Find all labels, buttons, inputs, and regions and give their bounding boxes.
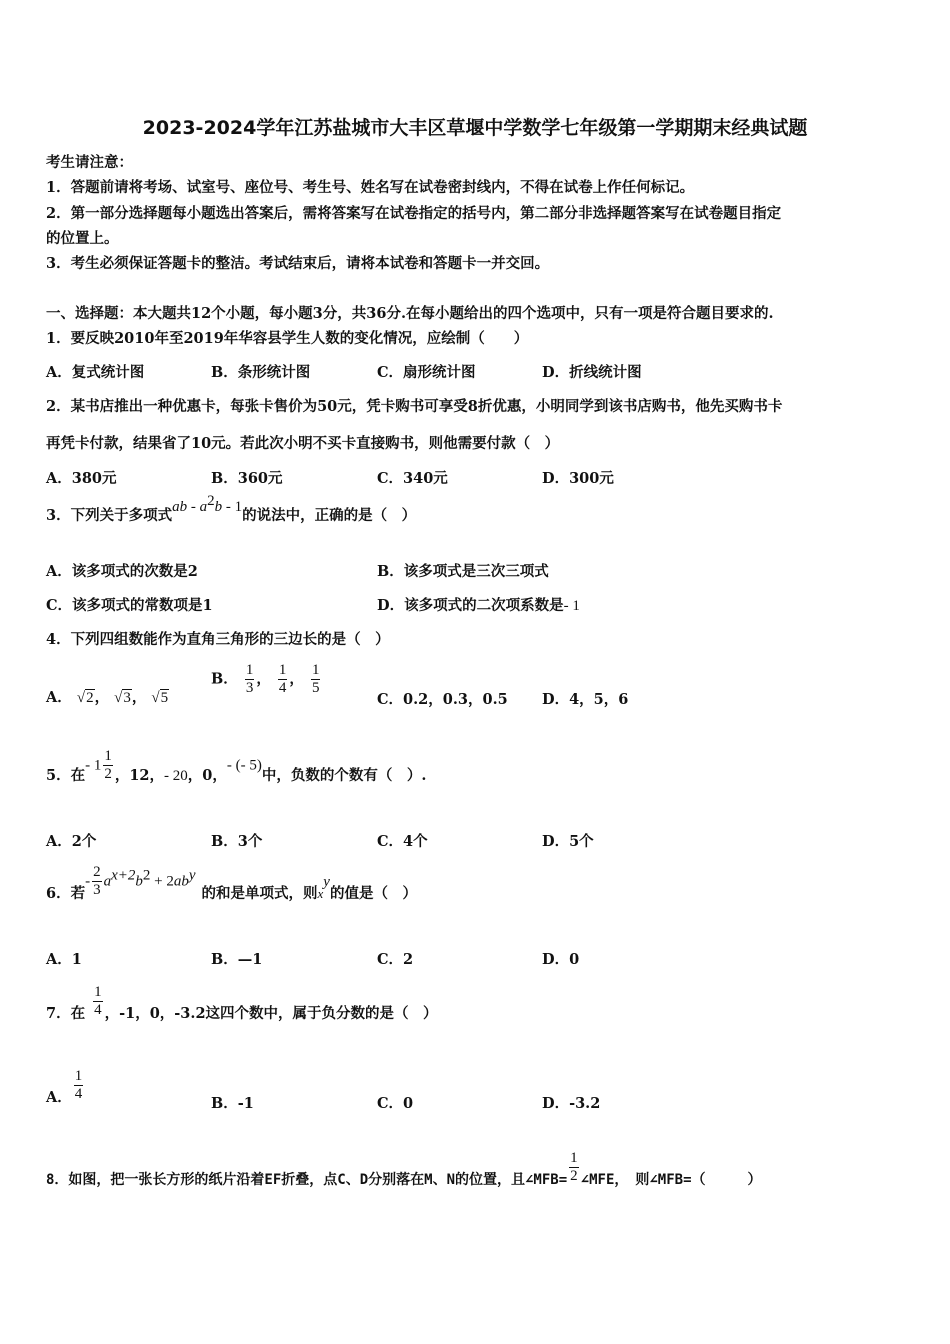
q7-option-a	[46, 1068, 85, 1106]
q5-stem-pre: 5．在	[46, 766, 86, 784]
notice-item-1: 1．答题前请将考场、试室号、座位号、考生号、姓名写在试卷密封线内，不得在试卷上作任何标记。	[46, 179, 695, 196]
q2-stem-2: 再凭卡付款，结果省了10元。若此次小明不买卡直接购书，则他需要付款（ ）	[46, 435, 560, 452]
q7-option-a-frac: $\frac{1}{4}$	[74, 1068, 83, 1102]
q3-option-d-text: D．该多项式的二次项系数是	[377, 597, 564, 614]
q4-sqrt-3: √3	[114, 690, 131, 706]
q5-stem-mid2: ，0，	[187, 766, 227, 784]
q4-sqrt-5: √5	[151, 690, 169, 706]
q4-frac-1-5: $\frac{1}{5}$	[311, 662, 320, 696]
q2-option-c: C．340元	[377, 470, 448, 487]
q3-polynomial	[172, 493, 243, 515]
q6-exp-x2: x+2	[111, 867, 136, 884]
q7-option-c: C．0	[377, 1095, 414, 1112]
q3-tail: - 1	[222, 498, 243, 515]
notice-item-3: 3．考生必须保证答题卡的整洁。考试结束后，请将本试卷和答题卡一并交回。	[46, 255, 550, 272]
q3-option-c: C．该多项式的常数项是1	[46, 597, 213, 614]
q8-stem-post: ∠MFE， 则∠MFB=（ ）	[580, 1171, 762, 1188]
q6-stem-mid: 的和是单项式，则	[201, 884, 318, 902]
q4-option-a-label: A．	[46, 689, 72, 706]
q3-term-a: a	[199, 498, 208, 515]
q6-stem	[46, 864, 417, 902]
q5-option-d: D．5个	[542, 833, 594, 850]
q5-stem-post: 中，负数的个数有（ ）.	[261, 766, 427, 784]
notice-item-2a: 2．第一部分选择题每小题选出答案后，需将答案写在试卷指定的括号内，第二部分非选择题答案写在试卷题目指定	[46, 205, 782, 222]
q4-option-b-label: B．	[211, 670, 238, 688]
q1-stem: 1．要反映2010年至2019年华容县学生人数的变化情况，应绘制（ ）	[46, 330, 529, 347]
q5-mixed-whole: - 1	[85, 757, 102, 774]
q7-stem	[46, 984, 438, 1022]
q3-option-b: B．该多项式是三次三项式	[377, 563, 549, 580]
q4-sqrt-2: √2	[76, 690, 94, 706]
notice-item-2b: 的位置上。	[46, 230, 119, 247]
q6-var-a: a	[103, 873, 112, 890]
q6-option-d: D．0	[542, 951, 580, 968]
q4-frac-1-3: $\frac{1}{3}$	[245, 662, 254, 696]
q7-stem-post: ，-1，0，-3.2这四个数中，属于负分数的是（ ）	[104, 1004, 438, 1022]
q1-option-d: D．折线统计图	[542, 364, 642, 381]
q2-option-a: A．380元	[46, 470, 117, 487]
q3-term-b: b	[214, 498, 223, 515]
q3-stem-post: 的说法中，正确的是（ ）	[242, 506, 417, 524]
q7-frac-1-4: $\frac{1}{4}$	[94, 984, 102, 1018]
q7-stem-pre: 7．在	[46, 1004, 86, 1022]
q4-option-b: B． $\frac{1}{3}$ ， $\frac{1}{4}$ ， $\frac{1}{5}$	[211, 662, 320, 696]
q3-option-d-value: - 1	[563, 598, 580, 614]
section-1-heading: 一、选择题：本大题共12个小题，每小题3分，共36分.在每小题给出的四个选项中，只有一项是符合题目要求的.	[46, 305, 774, 322]
q1-option-c: C．扇形统计图	[377, 364, 476, 381]
q4-stem: 4．下列四组数能作为直角三角形的三边长的是（ ）	[46, 631, 390, 648]
q1-option-b: B．条形统计图	[211, 364, 311, 381]
q6-var-ab: ab	[173, 873, 189, 890]
q6-option-a: A．1	[46, 951, 82, 968]
q6-exp-2: 2	[142, 867, 151, 884]
q5-option-b: B．3个	[211, 833, 263, 850]
q2-option-b: B．360元	[211, 470, 283, 487]
q8-stem-pre: 8．如图，把一张长方形的纸片沿着EF折叠，点C、D分别落在M、N的位置，且∠MFB=	[46, 1171, 568, 1188]
q6-stem-post: 的值是（ ）	[329, 884, 417, 902]
q2-option-d: D．300元	[542, 470, 614, 487]
q3-exp: 2	[207, 493, 215, 509]
q6-var-b: b	[135, 873, 143, 890]
q5-stem-mid: ，12，	[114, 766, 165, 784]
q6-var-x: x	[317, 885, 324, 901]
q6-frac-2-3: $\frac{2}{3}$	[93, 864, 101, 898]
q6-minus: -	[85, 873, 91, 890]
q3-term-ab: ab	[172, 498, 188, 515]
exam-title: 2023-2024学年江苏盐城市大丰区草堰中学数学七年级第一学期期末经典试题	[142, 117, 808, 139]
notice-heading: 考生请注意：	[46, 154, 133, 171]
q4-option-c: C．0.2，0.3，0.5	[377, 691, 508, 708]
q6-plus: + 2	[150, 873, 174, 890]
q7-option-d: D．-3.2	[542, 1095, 601, 1112]
q8-stem	[46, 1150, 762, 1188]
q5-value-neg20: - 20	[164, 767, 188, 784]
q1-option-a: A．复式统计图	[46, 364, 145, 381]
q7-option-a-label: A．	[46, 1088, 72, 1106]
q3-stem	[46, 493, 417, 525]
q4-option-a: A． √2， √3， √5	[46, 689, 169, 706]
q3-option-a: A．该多项式的次数是2	[46, 563, 198, 580]
q6-stem-pre: 6．若	[46, 884, 86, 902]
q6-option-c: C．2	[377, 951, 414, 968]
q3-stem-pre: 3．下列关于多项式	[46, 506, 173, 524]
q6-option-b: B．—1	[211, 951, 263, 968]
q6-exp-y: y	[188, 867, 196, 884]
q3-option-d	[377, 594, 580, 615]
q5-stem	[46, 748, 426, 783]
q6-exp-xy: y	[323, 873, 330, 890]
q2-stem-1: 2．某书店推出一种优惠卡，每张卡售价为50元，凭卡购书可享受8折优惠，小明同学到该书店购书，他先买购书卡	[46, 398, 783, 415]
q4-option-d: D．4，5，6	[542, 691, 629, 708]
q8-frac-1-2: $\frac{1}{2}$	[570, 1150, 578, 1184]
q4-frac-1-4: $\frac{1}{4}$	[278, 662, 287, 696]
q7-option-b: B．-1	[211, 1095, 254, 1112]
q5-option-a: A．2个	[46, 833, 97, 850]
q5-mixed-frac: $\frac{1}{2}$	[104, 748, 112, 782]
q5-option-c: C．4个	[377, 833, 428, 850]
q5-value-neg-neg5: - (- 5)	[226, 757, 262, 774]
q3-minus: -	[187, 498, 200, 515]
